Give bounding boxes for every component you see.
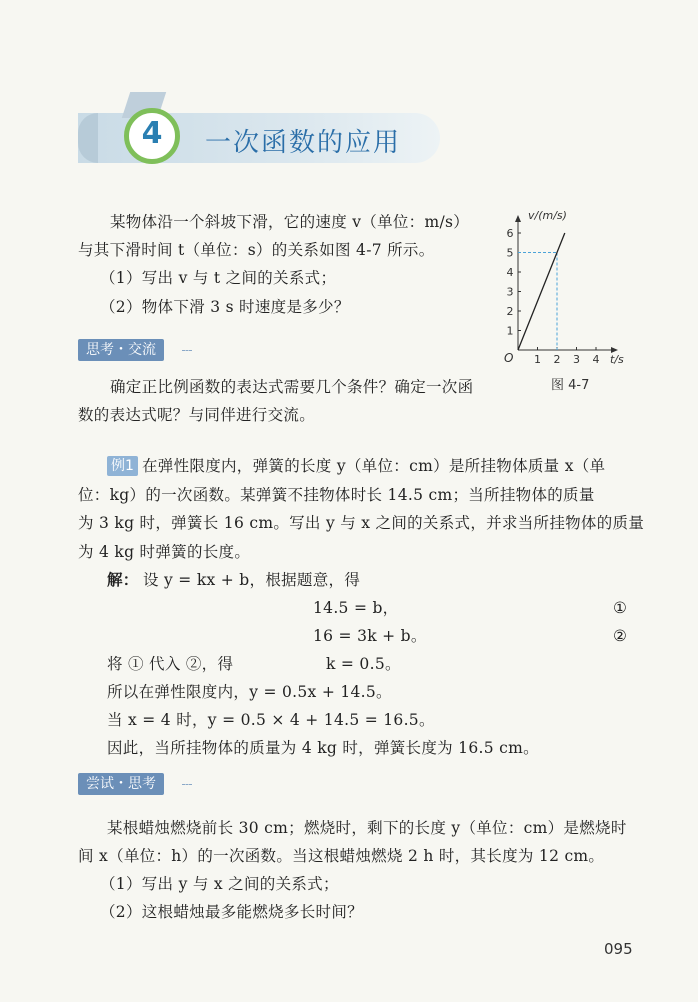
section-title: 一次函数的应用 [205, 128, 402, 158]
try-line-1: 某根蜡烛燃烧前长 30 cm；燃烧时，剩下的长度 y（单位：cm）是燃烧时 [107, 819, 627, 837]
solution-label: 解： [107, 570, 139, 589]
example-line-4: 为 4 kg 时弹簧的长度。 [78, 543, 251, 561]
equation-1: 14.5 = b， [313, 599, 399, 617]
x-axis-label: t/s [610, 353, 624, 366]
example-badge: 例1 [107, 456, 138, 476]
y-tick-label: 6 [506, 227, 514, 240]
equation-2: 16 = 3k + b。 [313, 627, 427, 645]
y-tick-label: 4 [506, 266, 514, 279]
origin-label: O [504, 351, 514, 365]
series-line-v [518, 233, 565, 350]
y-tick-label: 5 [506, 246, 514, 260]
think-line-2: 数的表达式呢？与同伴进行交流。 [78, 406, 316, 424]
velocity-time-graph [496, 205, 636, 370]
label-divider [182, 784, 192, 786]
page-number: 095 [604, 940, 633, 958]
solution-step-2: 当 x = 4 时，y = 0.5 × 4 + 14.5 = 16.5。 [107, 711, 435, 729]
x-tick-label: 3 [573, 353, 580, 366]
solution-step-1: 所以在弹性限度内，y = 0.5x + 14.5。 [107, 683, 392, 701]
solution-intro: 设 y = kx + b，根据题意，得 [143, 571, 361, 589]
y-axis-arrow [515, 215, 521, 222]
x-tick-label: 4 [592, 353, 600, 366]
example-line-1: 在弹性限度内，弹簧的长度 y（单位：cm）是所挂物体质量 x（单 [142, 457, 606, 475]
example-line-2: 位：kg）的一次函数。某弹簧不挂物体时长 14.5 cm；当所挂物体的质量 [78, 486, 595, 504]
try-line-2: 间 x（单位：h）的一次函数。当这根蜡烛燃烧 2 h 时，其长度为 12 cm。 [78, 847, 605, 865]
try-line-3: （1）写出 y 与 x 之间的关系式； [100, 875, 339, 893]
y-axis-label: v/(m/s) [528, 209, 567, 222]
problem-line-2: 与其下滑时间 t（单位：s）的关系如图 4-7 所示。 [78, 241, 435, 259]
substitution-result: k = 0.5。 [326, 655, 401, 673]
figure-caption: 图 4-7 [551, 378, 590, 393]
equation-2-mark: ② [613, 627, 628, 645]
example-line-3: 为 3 kg 时，弹簧长 16 cm。写出 y 与 x 之间的关系式，并求当所挂物体的质量 [78, 514, 645, 532]
think-line-1: 确定正比例函数的表达式需要几个条件？确定一次函 [110, 378, 474, 396]
label-divider [182, 350, 192, 352]
equation-1-mark: ① [613, 599, 628, 617]
solution-step-3: 因此，当所挂物体的质量为 4 kg 时，弹簧长度为 16.5 cm。 [107, 739, 539, 757]
x-tick-label: 2 [553, 353, 561, 366]
problem-line-4: （2）物体下滑 3 s 时速度是多少？ [100, 298, 350, 316]
y-tick-label: 3 [506, 285, 514, 299]
section-number: 4 [141, 116, 163, 151]
try-line-4: （2）这根蜡烛最多能燃烧多长时间？ [100, 903, 363, 921]
y-tick-label: 2 [506, 305, 514, 318]
problem-line-1: 某物体沿一个斜坡下滑，它的速度 v（单位：m/s） [110, 213, 470, 231]
problem-line-3: （1）写出 v 与 t 之间的关系式； [100, 269, 337, 287]
substitution-text: 将 ① 代入 ②，得 [107, 655, 234, 673]
y-tick-label: 1 [506, 324, 514, 338]
x-tick-label: 1 [534, 353, 541, 366]
try-think-label: 尝试・思考 [78, 773, 164, 795]
think-discuss-label: 思考・交流 [78, 339, 164, 361]
